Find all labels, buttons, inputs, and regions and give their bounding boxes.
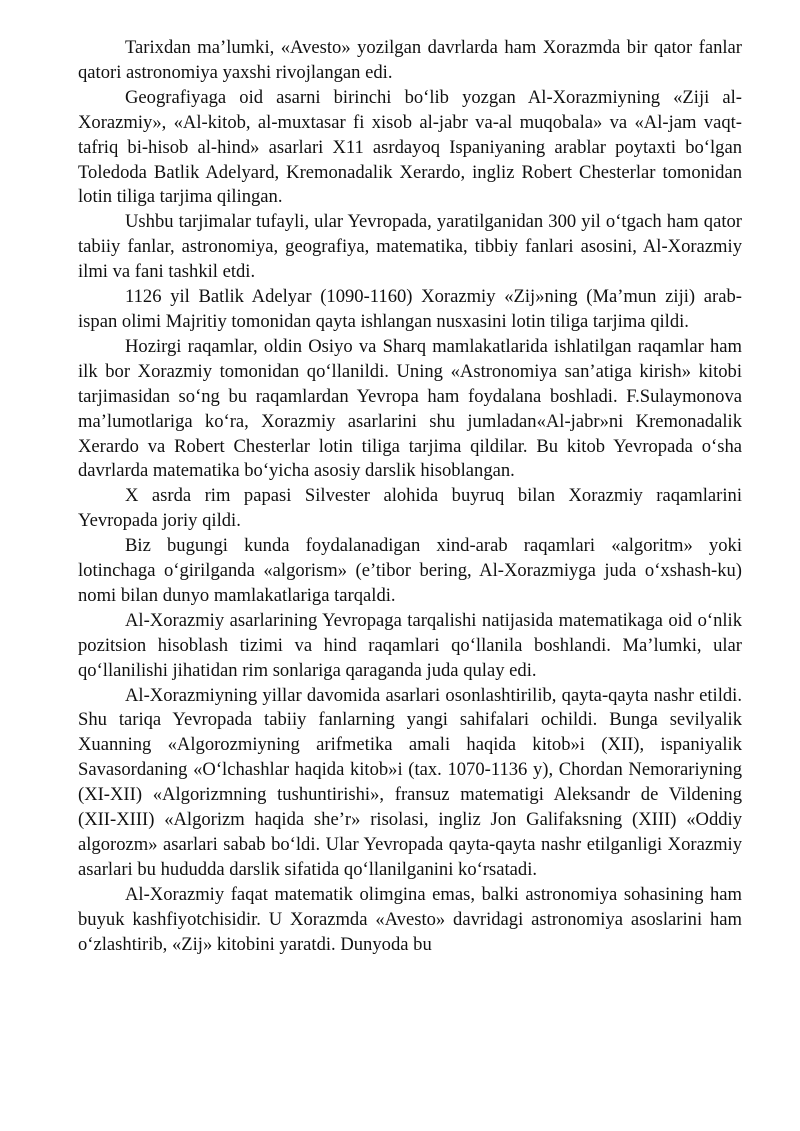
paragraph-republications: Al-Xorazmiyning yillar davomida asarlari osonlashtirilib, qayta-qayta nashr etildi. Shu tariqa Yevropada tabiiy fanlarning yangi sahifalari ochildi. Bunga sevilyalik Xuanning «Algorozmiyning arifmetika amali haqida kitob»i (XII), ispaniyalik Savasordaning «O‘lchashlar haqida kitob»i (tax. 1070-1136 y), Chordan Nemorariyning (XI-XII) «Algorizmning tushuntirishi», fransuz matematigi Aleksandr de Vildening (XII-XIII) «Algorizm haqida she’r» risolasi, ingliz Jon Galifaksning (XIII) «Oddiy algorozm» asarlari sabab bo‘ldi. Ular Yevropada qayta-qayta nashr etilganligi Xorazmiy asarlari bu hududda darslik sifatida qo‘llanilganini ko‘rsatadi. (78, 684, 742, 880)
document-page (78, 36, 742, 958)
paragraph-adelard-zij: 1126 yil Batlik Adelyar (1090-1160) Xorazmiy «Zij»ning (Ma’mun ziji) arab-ispan olimi Majritiy tomonidan qayta ishlangan nusxasini lotin tiliga tarjima qildi. (78, 286, 742, 332)
paragraph-european-science: Ushbu tarjimalar tufayli, ular Yevropada, yaratilganidan 300 yil o‘tgach ham qator tabiiy fanlar, astronomiya, geografiya, matematika, tibbiy fanlari asosini, Al-Xorazmiy ilmi va fani tashkil etdi. (78, 211, 742, 283)
paragraph-translations-toledo: Geografiyaga oid asarni birinchi bo‘lib yozgan Al-Xorazmiyning «Ziji al-Xorazmiy», «Al-kitob, al-muxtasar fi xisob al-jabr va-al muqobala» va «Al-jam vaqt-tafriq bi-hisob al-hind» asarlari X11 asrdayoq Ispaniyaning arablar poytaxti bo‘lgan Toledoda Batlik Adelyard, Kremonadalik Xerardo, ingliz Robert Chesterlar tomonidan lotin tiliga tarjima qilingan. (78, 86, 742, 208)
paragraph-decimal-system: Al-Xorazmiy asarlarining Yevropaga tarqalishi natijasida matematikaga oid o‘nlik pozitsion hisoblash tizimi va hind raqamlari qo‘llanila boshlandi. Ma’lumki, ular qo‘llanilishi jihatidan rim sonlariga qaraganda juda qulay edi. (78, 609, 742, 681)
paragraph-astronomy-discoverer: Al-Xorazmiy faqat matematik olimgina emas, balki astronomiya sohasining ham buyuk kashfiyotchisidir. U Xorazmda «Avesto» davridagi astronomiya asoslarini ham o‘zlashtirib, «Zij» kitobini yaratdi. Dunyoda bu (78, 883, 742, 955)
paragraph-algorism: Biz bugungi kunda foydalanadigan xind-arab raqamlari «algoritm» yoki lotinchaga o‘girilganda «algorism» (e’tibor bering, Al-Xorazmiyga juda o‘xshash-ku) nomi bilan dunyo mamlakatlariga tarqaldi. (78, 535, 742, 606)
paragraph-silvester: X asrda rim papasi Silvester alohida buyruq bilan Xorazmiy raqamlarini Yevropada joriy qildi. (78, 485, 742, 532)
paragraph-numerals: Hozirgi raqamlar, oldin Osiyo va Sharq mamlakatlarida ishlatilgan raqamlar ham ilk bor Xorazmiy tomonidan qo‘llanildi. Uning «Astronomiya san’atiga kirish» kitobi tarjimasidan so‘ng bu raqamlardan Yevropa ham foydalana boshladi. F.Sulaymonova ma’lumotlariga ko‘ra, Xorazmiy asarlarini shu jumladan«Al-jabr»ni Kremonadalik Xerardo va Robert Chesterlar lotin tiliga tarjima qildilar. Bu kitob Yevropada o‘sha davrlarda matematika bo‘yicha asosiy darslik hisoblangan. (78, 335, 742, 482)
paragraph-avesto-astronomy: Tarixdan ma’lumki, «Avesto» yozilgan davrlarda ham Xorazmda bir qator fanlar qatori astronomiya yaxshi rivojlangan edi. (78, 37, 742, 83)
